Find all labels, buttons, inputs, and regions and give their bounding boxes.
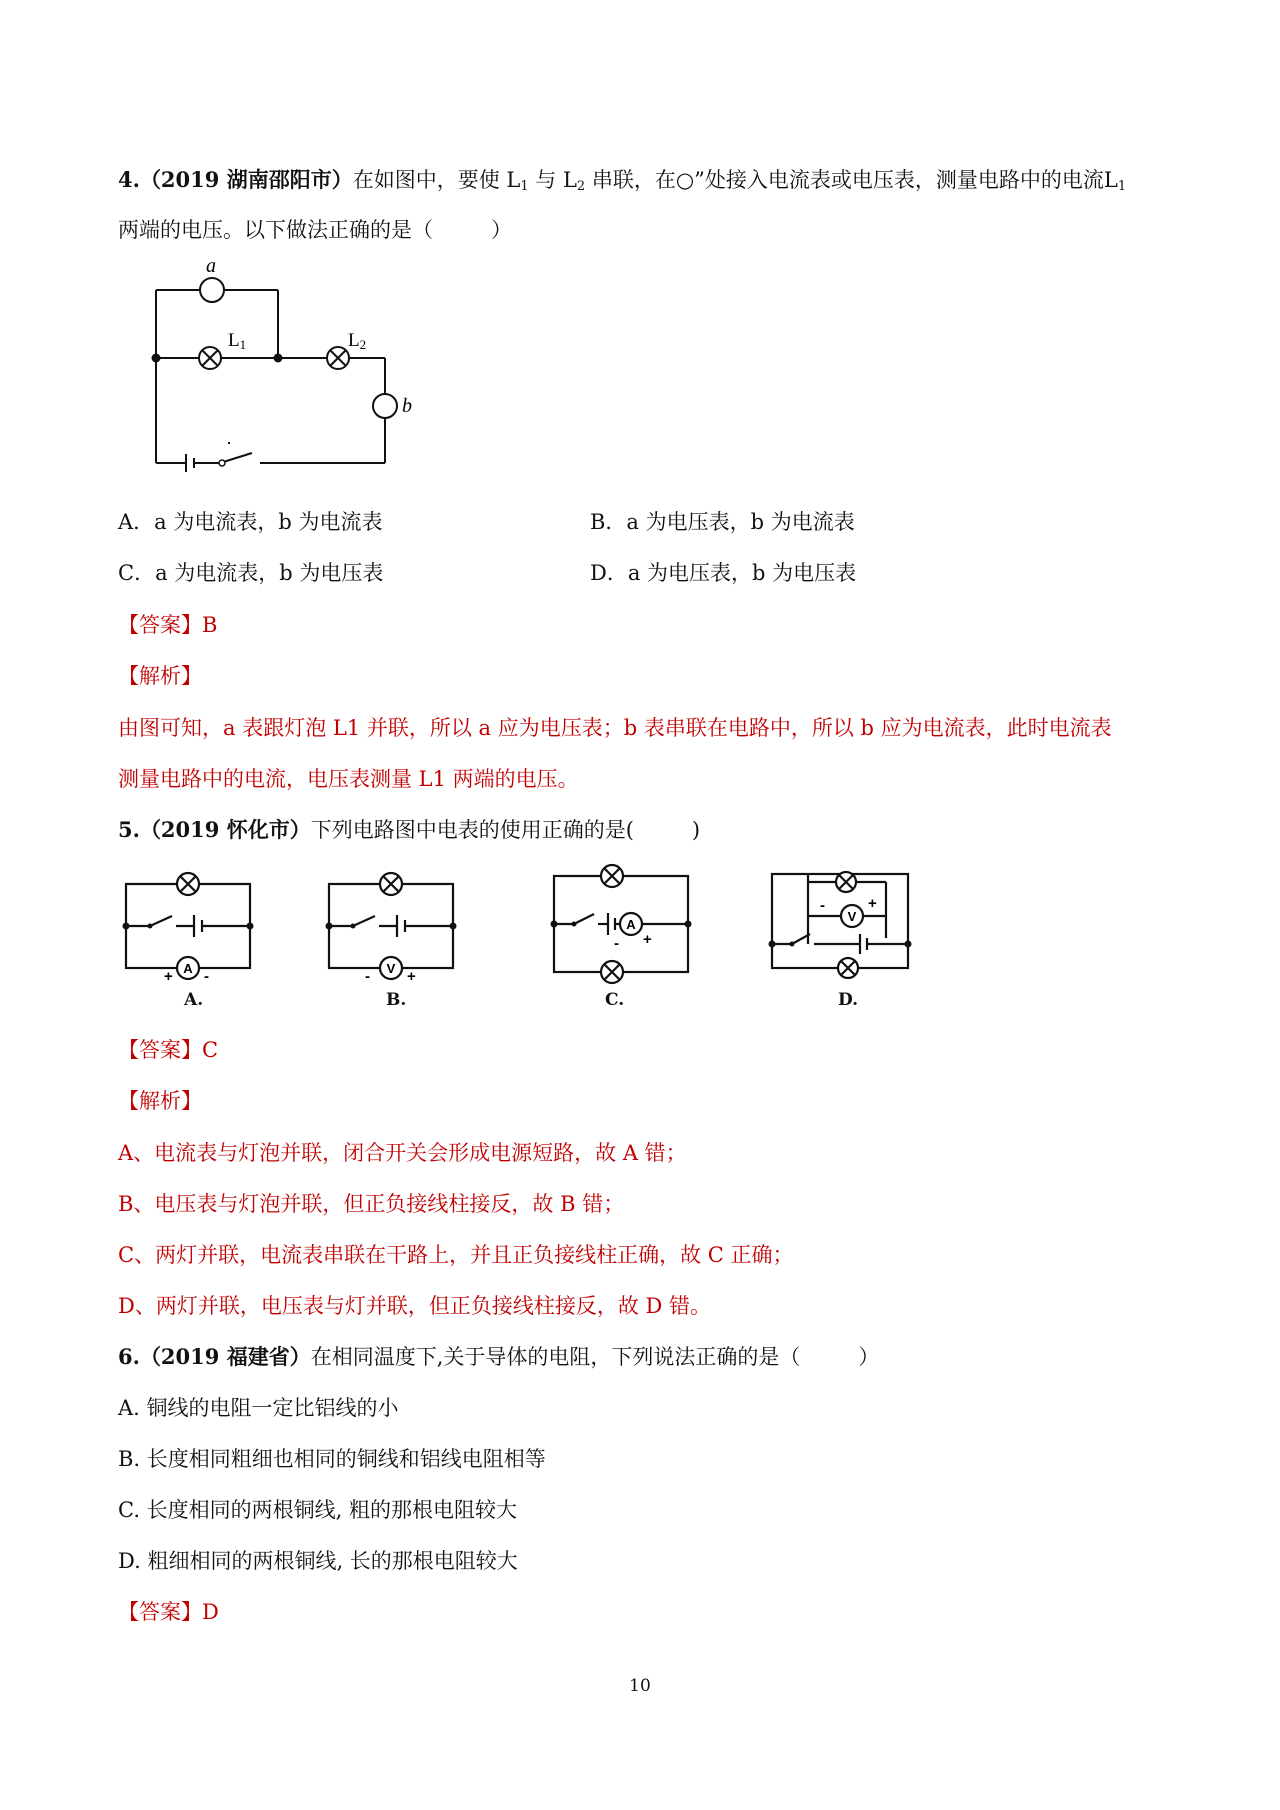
label-sub: 2 — [359, 337, 367, 352]
answer-value: B — [202, 613, 218, 637]
q4-close-paren: ） — [491, 218, 512, 242]
q4-stem-line2 — [118, 216, 512, 244]
q5-close-paren: ) — [691, 818, 701, 842]
answer-label: 【答案】 — [118, 613, 202, 637]
plus-sign: + — [643, 931, 652, 948]
q4-option-a: A．a 为电流表，b 为电流表 — [118, 510, 383, 534]
q6-stem — [118, 1343, 879, 1371]
q4-analysis-line-1: 由图可知，a 表跟灯泡 L1 并联，所以 a 应为电压表；b 表串联在电路中，所以 b 应为电流表，此时电流表 — [118, 716, 1112, 740]
q6-option-d: D. 粗细相同的两根铜线, 长的那根电阻较大 — [118, 1549, 518, 1573]
q5-circuit-d — [768, 862, 918, 987]
voltmeter-label: V — [386, 961, 396, 976]
q4-analysis-line-2: 测量电路中的电流，电压表测量 L1 两端的电压。 — [118, 767, 579, 791]
analysis-label: 【解析】 — [118, 664, 202, 688]
q6-stem-text: 在相同温度下,关于导体的电阻，下列说法正确的是（ — [310, 1345, 801, 1369]
ammeter-label: A — [183, 961, 193, 976]
caption-d: D. — [838, 990, 859, 1010]
q5-analysis-label — [118, 1087, 202, 1115]
answer-label: 【答案】 — [118, 1038, 202, 1062]
plus-sign: + — [164, 968, 173, 985]
q5-circuit-c — [548, 858, 698, 993]
q4-option-d: D．a 为电压表，b 为电压表 — [590, 561, 857, 585]
label-L1 — [228, 330, 246, 352]
voltmeter-label: V — [847, 909, 857, 924]
q6-option-b: B. 长度相同粗细也相同的铜线和铝线电阻相等 — [118, 1447, 546, 1471]
q5-source: （2019 怀化市） — [139, 817, 311, 842]
label-a: a — [206, 255, 216, 277]
q6-number: 6. — [118, 1344, 140, 1369]
label-L: L — [228, 330, 240, 351]
q4-stem-part: 两端的电压。以下做法正确的是（ — [118, 218, 433, 242]
plus-sign: + — [868, 895, 877, 912]
q6-option-c: C. 长度相同的两根铜线, 粗的那根电阻较大 — [118, 1498, 518, 1522]
minus-sign: - — [820, 897, 825, 914]
page-number: 10 — [629, 1676, 651, 1696]
analysis-label: 【解析】 — [118, 1089, 202, 1113]
label-L: L — [348, 330, 360, 351]
q4-number: 4. — [118, 167, 140, 192]
answer-value: D — [202, 1600, 219, 1624]
answer-value: C — [202, 1038, 219, 1062]
q4-stem — [118, 166, 1126, 194]
q5-analysis-line-2: B、电压表与灯泡并联，但正负接线柱接反，故 B 错； — [118, 1192, 625, 1216]
minus-sign: - — [614, 935, 619, 952]
q5-circuit-a — [120, 870, 260, 985]
q6-close-paren: ） — [858, 1345, 880, 1369]
q5-answer — [118, 1036, 218, 1064]
q4-analysis-label — [118, 662, 202, 690]
label-L2 — [348, 330, 366, 352]
q5-analysis-line-4: D、两灯并联，电压表与灯并联，但正负接线柱接反，故 D 错。 — [118, 1294, 712, 1318]
caption-a: A. — [184, 990, 204, 1010]
caption-b: B. — [386, 990, 407, 1010]
q4-stem-part: 与 L — [528, 168, 577, 192]
q4-circuit-figure — [140, 255, 440, 483]
ammeter-label: A — [626, 917, 636, 932]
q4-option-c: C．a 为电流表，b 为电压表 — [118, 561, 384, 585]
subscript: 1 — [520, 179, 529, 194]
minus-sign: - — [204, 968, 209, 985]
answer-label: 【答案】 — [118, 1600, 202, 1624]
q5-analysis-line-3: C、两灯并联，电流表串联在干路上，并且正负接线柱正确，故 C 正确； — [118, 1243, 794, 1267]
minus-sign: - — [365, 968, 370, 985]
label-b: b — [402, 395, 412, 417]
q5-number: 5. — [118, 817, 140, 842]
q4-stem-part: 串联，在○”处接入电流表或电压表，测量电路中的电流L — [585, 168, 1118, 192]
meter-a-circle — [200, 278, 224, 302]
q4-answer — [118, 611, 217, 639]
q4-stem-part: 在如图中，要使 L — [352, 168, 521, 192]
subscript: 2 — [576, 179, 586, 194]
q5-circuit-b — [323, 870, 463, 985]
q5-stem — [118, 816, 700, 844]
caption-c: C. — [605, 990, 625, 1010]
label-sub: 1 — [239, 337, 247, 352]
q6-source: （2019 福建省） — [139, 1344, 311, 1369]
q5-analysis-line-1: A、电流表与灯泡并联，闭合开关会形成电源短路，故 A 错； — [118, 1141, 687, 1165]
q5-stem-text: 下列电路图中电表的使用正确的是( — [310, 818, 634, 842]
q4-option-b: B．a 为电压表，b 为电流表 — [590, 510, 855, 534]
q4-source: （2019 湖南邵阳市） — [139, 167, 353, 192]
subscript: 1 — [1117, 179, 1127, 194]
q6-option-a: A. 铜线的电阻一定比铝线的小 — [118, 1396, 399, 1420]
plus-sign: + — [407, 968, 416, 985]
q6-answer — [118, 1598, 219, 1626]
